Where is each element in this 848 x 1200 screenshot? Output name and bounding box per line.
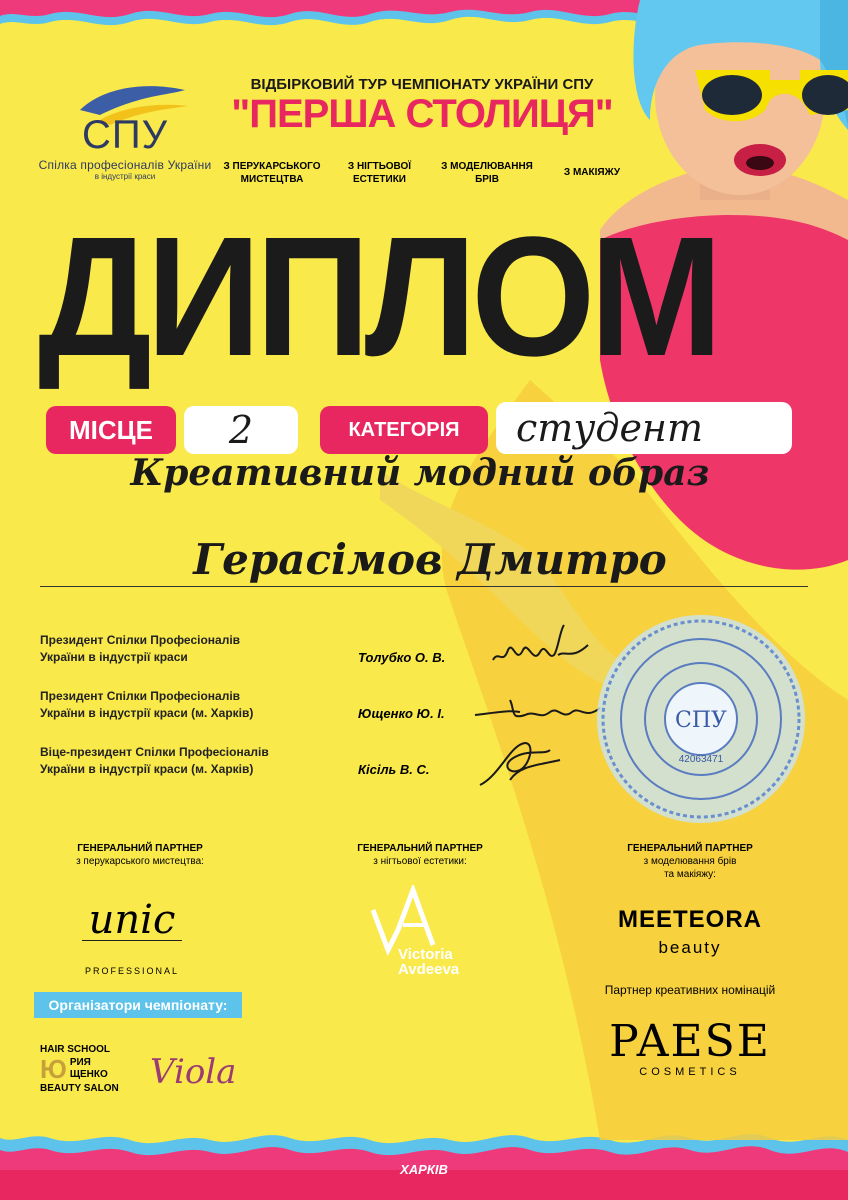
paese-logo-sub: COSMETICS — [639, 1066, 741, 1078]
discipline-makeup: З МАКІЯЖУ — [563, 167, 621, 178]
event-name: "ПЕРША СТОЛИЦЯ" — [231, 92, 613, 136]
spu-logo — [20, 70, 230, 200]
discipline-nails: З НІГТЬОВОЇ ЕСТЕТИКИ — [347, 161, 412, 185]
stamp-code: 42063471 — [678, 754, 724, 765]
meeteora-logo-sub: beauty — [658, 938, 722, 957]
paese-logo: PAESE — [609, 1016, 771, 1067]
partner-nails-label: ГЕНЕРАЛЬНИЙ ПАРТНЕР з нігтьової естетики: — [357, 843, 483, 867]
participant-name: Герасімов Дмитро — [193, 535, 667, 584]
discipline-brows: З МОДЕЛЮВАННЯ БРІВ — [441, 161, 533, 185]
meeteora-logo: MEETEORA — [617, 906, 762, 933]
place-label: МІСЦЕ — [46, 406, 176, 454]
signature-3 — [470, 735, 570, 795]
signatory-1-name: Толубко О. В. — [358, 650, 446, 665]
victoria-avdeeva-logo-icon — [368, 885, 438, 955]
participant-underline — [40, 586, 808, 587]
hair-school-logo: HAIR SCHOOL Ю РИЯ ЩЕНКО BEAUTY SALON — [40, 1044, 119, 1094]
org-name: Спілка професіоналів України — [38, 158, 212, 172]
place-value: 2 — [184, 406, 298, 454]
org-subtitle: в індустрії краси — [94, 172, 156, 181]
disciplines-row — [222, 160, 632, 186]
spu-logo-text: СПУ — [81, 113, 169, 157]
signatory-2-role: Президент Спілки Професіоналів України в індустрії краси (м. Харків) — [40, 689, 254, 720]
signature-1 — [488, 620, 598, 675]
unic-logo: unic — [82, 900, 182, 941]
partner-brows-label: ГЕНЕРАЛЬНИЙ ПАРТНЕР з моделювання брів та макіяжу: — [627, 843, 753, 880]
unic-logo-sub: PROFESSIONAL — [84, 966, 180, 976]
category-label: КАТЕГОРІЯ — [320, 406, 488, 454]
nomination: Креативний модний образ — [130, 452, 710, 494]
city: ХАРКІВ — [400, 1162, 448, 1177]
signature-2 — [470, 690, 610, 730]
victoria-avdeeva-logo-text: Victoria Avdeeva — [398, 946, 460, 978]
organizers-label: Організатори чемпіонату: — [34, 992, 242, 1018]
discipline-hair: З ПЕРУКАРСЬКОГО МИСТЕЦТВА — [223, 161, 321, 185]
signatory-1-role: Президент Спілки Професіоналів України в індустрії краси — [40, 633, 241, 664]
official-stamp — [594, 612, 808, 826]
diploma-title: ДИПЛОМ — [38, 202, 718, 392]
viola-logo: Viola — [150, 1052, 237, 1092]
creative-partner-label: Партнер креативних номінацій — [604, 983, 776, 997]
tour-title: ВІДБІРКОВИЙ ТУР ЧЕМПІОНАТУ УКРАЇНИ СПУ — [250, 76, 594, 93]
signatory-2-name: Ющенко Ю. І. — [358, 706, 445, 721]
signatory-3-name: Кісіль В. С. — [358, 762, 430, 777]
partner-hair-label: ГЕНЕРАЛЬНИЙ ПАРТНЕР з перукарського мистецтва: — [76, 843, 204, 867]
stamp-center-text: СПУ — [675, 708, 727, 733]
signatory-3-role: Віце-президент Спілки Професіоналів України в індустрії краси (м. Харків) — [40, 745, 269, 776]
category-value: студент — [496, 402, 792, 454]
